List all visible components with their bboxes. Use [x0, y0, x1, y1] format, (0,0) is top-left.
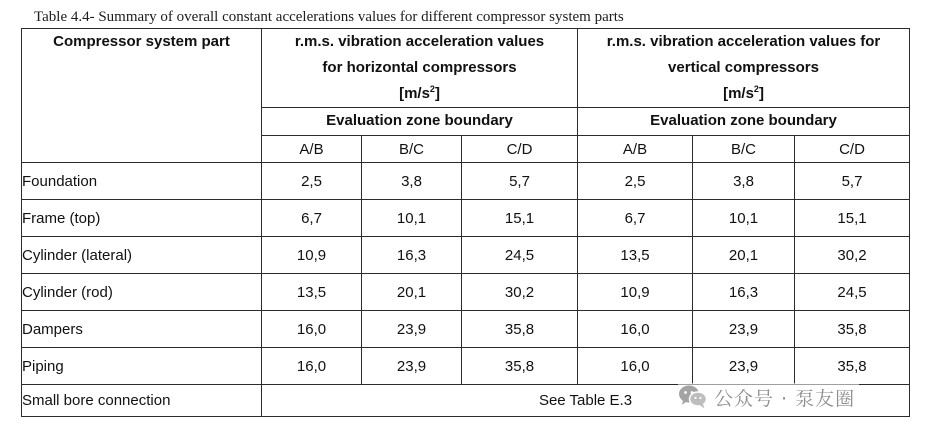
- vertical-bc-value: 16,3: [693, 274, 795, 311]
- vertical-zone-boundary-header: Evaluation zone boundary: [578, 108, 910, 136]
- horizontal-ab-value: 10,9: [262, 237, 362, 274]
- horizontal-zone-ab: A/B: [262, 136, 362, 163]
- horizontal-zone-boundary-header: Evaluation zone boundary: [262, 108, 578, 136]
- vertical-zone-ab: A/B: [578, 136, 693, 163]
- vertical-cd-value: 35,8: [795, 311, 910, 348]
- horizontal-ab-value: 6,7: [262, 200, 362, 237]
- vertical-group-header: [578, 29, 910, 108]
- vertical-ab-value: 10,9: [578, 274, 693, 311]
- table-row: [22, 274, 910, 311]
- horizontal-cd-value: 35,8: [462, 348, 578, 385]
- horizontal-bc-value: 16,3: [362, 237, 462, 274]
- table-row: [22, 163, 910, 200]
- table-row: [22, 311, 910, 348]
- horizontal-bc-value: 23,9: [362, 311, 462, 348]
- part-name: Frame (top): [22, 200, 262, 237]
- vertical-bc-value: 23,9: [693, 348, 795, 385]
- vertical-ab-value: 16,0: [578, 348, 693, 385]
- vertical-ab-value: 13,5: [578, 237, 693, 274]
- table-row: [22, 200, 910, 237]
- horizontal-bc-value: 10,1: [362, 200, 462, 237]
- vertical-cd-value: 5,7: [795, 163, 910, 200]
- vertical-bc-value: 3,8: [693, 163, 795, 200]
- acceleration-table: [21, 28, 910, 417]
- part-name: Cylinder (lateral): [22, 237, 262, 274]
- horizontal-header-line1: r.m.s. vibration acceleration values: [294, 33, 545, 50]
- horizontal-bc-value: 3,8: [362, 163, 462, 200]
- part-name: Foundation: [22, 163, 262, 200]
- horizontal-ab-value: 2,5: [262, 163, 362, 200]
- vertical-bc-value: 23,9: [693, 311, 795, 348]
- table-caption: Table 4.4- Summary of overall constant accelerations values for different compressor system parts: [34, 9, 624, 25]
- horizontal-ab-value: 16,0: [262, 311, 362, 348]
- vertical-zone-cd: C/D: [795, 136, 910, 163]
- horizontal-zone-bc: B/C: [362, 136, 462, 163]
- horizontal-header-line2: for horizontal compressors: [322, 59, 517, 76]
- vertical-header-line1: r.m.s. vibration acceleration values for: [606, 33, 881, 50]
- horizontal-ab-value: 16,0: [262, 348, 362, 385]
- vertical-cd-value: 35,8: [795, 348, 910, 385]
- horizontal-cd-value: 24,5: [462, 237, 578, 274]
- horizontal-ab-value: 13,5: [262, 274, 362, 311]
- part-name: Cylinder (rod): [22, 274, 262, 311]
- part-column-header: [22, 29, 262, 163]
- vertical-bc-value: 10,1: [693, 200, 795, 237]
- vertical-cd-value: 15,1: [795, 200, 910, 237]
- vertical-zone-bc: B/C: [693, 136, 795, 163]
- part-name: Dampers: [22, 311, 262, 348]
- vertical-cd-value: 24,5: [795, 274, 910, 311]
- table-row: [22, 348, 910, 385]
- vertical-header-line2: vertical compressors: [668, 59, 819, 76]
- horizontal-cd-value: 35,8: [462, 311, 578, 348]
- horizontal-cd-value: 15,1: [462, 200, 578, 237]
- horizontal-header-unit: $[m/s^2]$: [399, 84, 440, 102]
- watermark: [678, 383, 859, 411]
- vertical-ab-value: 2,5: [578, 163, 693, 200]
- watermark-text: 公众号 · 泵友圈: [714, 387, 856, 410]
- wechat-icon: [678, 384, 708, 410]
- see-table-reference: See Table E.3: [262, 385, 910, 417]
- horizontal-cd-value: 5,7: [462, 163, 578, 200]
- table-row: [22, 237, 910, 274]
- horizontal-zone-cd: C/D: [462, 136, 578, 163]
- vertical-cd-value: 30,2: [795, 237, 910, 274]
- vertical-header-unit: $[m/s^2]$: [723, 84, 764, 102]
- vertical-ab-value: 6,7: [578, 200, 693, 237]
- horizontal-cd-value: 30,2: [462, 274, 578, 311]
- horizontal-bc-value: 20,1: [362, 274, 462, 311]
- vertical-bc-value: 20,1: [693, 237, 795, 274]
- horizontal-group-header: [262, 29, 578, 108]
- part-name: Small bore connection: [22, 385, 262, 417]
- vertical-ab-value: 16,0: [578, 311, 693, 348]
- part-column-header-label: Compressor system part: [53, 33, 230, 50]
- horizontal-bc-value: 23,9: [362, 348, 462, 385]
- part-name: Piping: [22, 348, 262, 385]
